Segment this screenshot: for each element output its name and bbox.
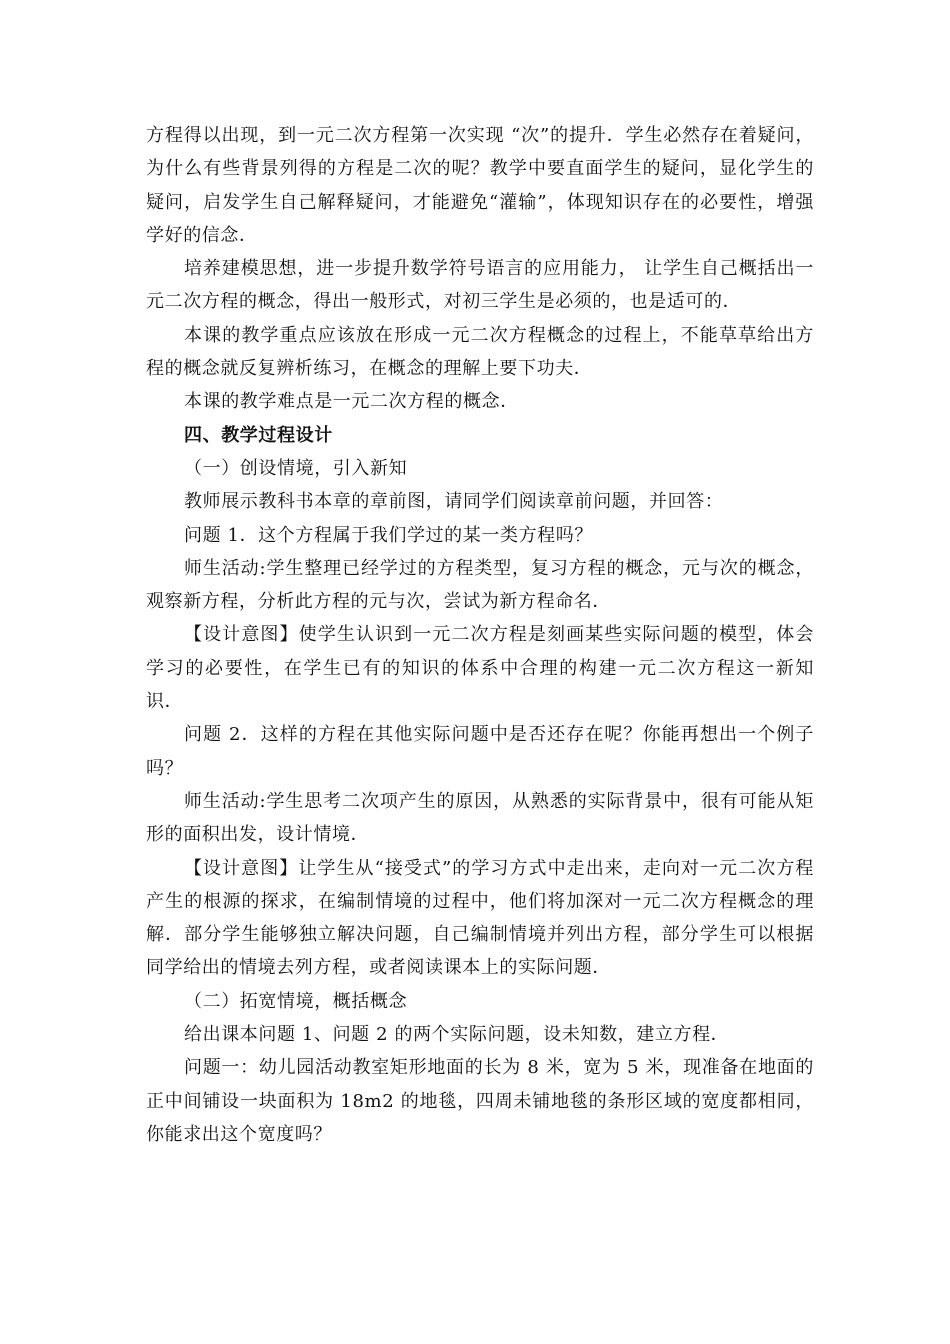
document-body	[146, 119, 814, 1151]
paragraph-continuation: 方程得以出现，到一元二次方程第一次实现 “次”的提升．学生必然存在着疑问，为什么有些背景列得的方程是二次的呢？教学中要直面学生的疑问，显化学生的疑问，启发学生自己解释疑问，才能避免“灌输”，体现知识存在的必要性，增强学好的信念．	[146, 125, 814, 246]
paragraph-key-point: 本课的教学重点应该放在形成一元二次方程概念的过程上，不能草草给出方程的概念就反复辨析练习，在概念的理解上要下功夫．	[146, 324, 814, 380]
question-2: 问题 2．这样的方程在其他实际问题中是否还存在呢？你能再想出一个例子吗？	[146, 724, 814, 779]
subsection-heading-2: （二）拓宽情境，概括概念	[184, 990, 408, 1012]
design-intent-2: 【设计意图】让学生从“接受式”的学习方式中走出来，走向对一元二次方程产生的根源的探求，在编制情境的过程中，他们将加深对一元二次方程概念的理解．部分学生能够独立解决问题，自己编制情境并列出方程，部分学生可以根据同学给出的情境去列方程，或者阅读课本上的实际问题．	[146, 857, 814, 979]
design-intent-1: 【设计意图】使学生认识到一元二次方程是刻画某些实际问题的模型，体会学习的必要性，在学生已有的知识的体系中合理的构建一元二次方程这一新知识．	[146, 624, 814, 713]
section-heading: 四、教学过程设计	[184, 424, 333, 446]
paragraph-teacher-display: 教师展示教科书本章的章前图，请同学们阅读章前问题，并回答：	[184, 491, 724, 513]
subsection-heading-1: （一）创设情境，引入新知	[184, 457, 408, 479]
activity-1: 师生活动:学生整理已经学过的方程类型，复习方程的概念，元与次的概念，观察新方程，分析此方程的元与次，尝试为新方程命名．	[146, 557, 814, 613]
question-1: 问题 1．这个方程属于我们学过的某一类方程吗？	[184, 524, 593, 546]
problem-one: 问题一：幼儿园活动教室矩形地面的长为 8 米，宽为 5 米，现准备在地面的正中间铺设一块面积为 18m2 的地毯，四周未铺地毯的条形区域的宽度都相同，你能求出这个宽度吗？	[146, 1057, 814, 1145]
paragraph-textbook-problems: 给出课本问题 1、问题 2 的两个实际问题，设未知数，建立方程．	[184, 1024, 730, 1046]
paragraph-modeling: 培养建模思想，进一步提升数学符号语言的应用能力， 让学生自己概括出一元二次方程的概念，得出一般形式，对初三学生是必须的，也是适可的．	[146, 258, 814, 313]
activity-2: 师生活动:学生思考二次项产生的原因，从熟悉的实际背景中，很有可能从矩形的面积出发，设计情境．	[146, 790, 814, 846]
paragraph-difficulty: 本课的教学难点是一元二次方程的概念．	[184, 391, 519, 413]
